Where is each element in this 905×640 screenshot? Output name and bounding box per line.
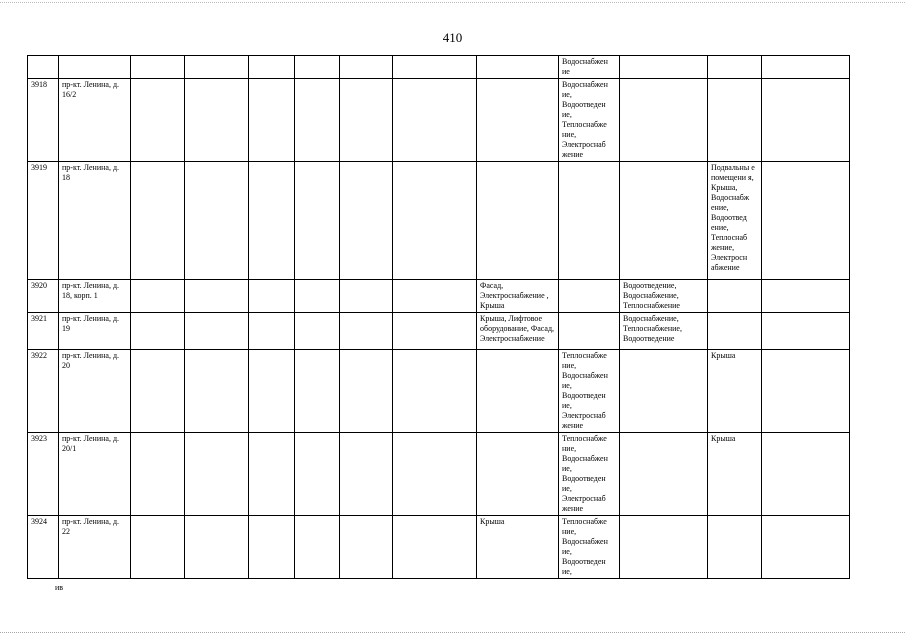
- table-cell: [477, 162, 559, 280]
- table-cell: [249, 313, 295, 350]
- table-cell: [708, 280, 762, 313]
- table-cell: [131, 79, 185, 162]
- table-cell: [185, 79, 249, 162]
- table-cell: [185, 56, 249, 79]
- table-cell: [295, 280, 340, 313]
- table-cell: [249, 350, 295, 433]
- table-cell: [185, 280, 249, 313]
- table-cell: [393, 313, 477, 350]
- table-cell: [249, 433, 295, 516]
- table-cell: [185, 162, 249, 280]
- table-cell: [393, 79, 477, 162]
- table-cell: [559, 280, 620, 313]
- address-cell: пр-кт. Ленина, д. 18, корп. 1: [59, 280, 131, 313]
- table-body: [28, 56, 850, 579]
- table-cell: [393, 56, 477, 79]
- table-row: [28, 56, 850, 79]
- scan-edge-bottom: [0, 632, 905, 633]
- table-cell: [708, 56, 762, 79]
- table-cell: Подвальны е помещени я, Крыша, Водоснабж ение, Водоотвед ение, Теплоснаб жение, Электросн абжение: [708, 162, 762, 280]
- table-row: [28, 280, 850, 313]
- table-cell: [131, 350, 185, 433]
- table-cell: [393, 162, 477, 280]
- table-cell: [708, 313, 762, 350]
- address-cell: пр-кт. Ленина, д. 22: [59, 516, 131, 579]
- table-cell: Водоснабжение, Теплоснабжение, Водоотведение: [620, 313, 708, 350]
- table-cell: [762, 433, 850, 516]
- table-cell: [559, 313, 620, 350]
- table-cell: Крыша: [708, 350, 762, 433]
- table-cell: [185, 516, 249, 579]
- table-cell: [708, 516, 762, 579]
- address-cell: пр-кт. Ленина, д. 16/2: [59, 79, 131, 162]
- table-cell: [762, 280, 850, 313]
- table-cell: [185, 433, 249, 516]
- table-cell: [340, 79, 393, 162]
- table-cell: [762, 516, 850, 579]
- address-cell: пр-кт. Ленина, д. 19: [59, 313, 131, 350]
- page-number: 410: [442, 30, 463, 45]
- table-row: [28, 516, 850, 579]
- register-table: [27, 55, 850, 579]
- table-cell: Крыша: [708, 433, 762, 516]
- table-cell: [340, 350, 393, 433]
- table-cell: [340, 516, 393, 579]
- table-cell: [620, 79, 708, 162]
- table-cell: [295, 433, 340, 516]
- table-cell: [249, 56, 295, 79]
- table-cell: [249, 280, 295, 313]
- table-cell: [477, 350, 559, 433]
- table-cell: [762, 350, 850, 433]
- address-cell: пр-кт. Ленина, д. 20: [59, 350, 131, 433]
- address-cell: пр-кт. Ленина, д. 18: [59, 162, 131, 280]
- row-number-cell: 3919: [28, 162, 59, 280]
- table-cell: Теплоснабже ние, Водоснабжен ие, Водоотведен ие,: [559, 516, 620, 579]
- table-cell: [393, 350, 477, 433]
- table-cell: [295, 350, 340, 433]
- row-number-cell: 3920: [28, 280, 59, 313]
- table-cell: [131, 162, 185, 280]
- table-cell: [477, 56, 559, 79]
- table-cell: [185, 313, 249, 350]
- table-cell: [762, 56, 850, 79]
- row-number-cell: 3924: [28, 516, 59, 579]
- table-cell: [295, 56, 340, 79]
- table-cell: [340, 313, 393, 350]
- table-cell: [762, 79, 850, 162]
- table-row: [28, 313, 850, 350]
- table-cell: Теплоснабже ние, Водоснабжен ие, Водоотведен ие, Электроснаб жение: [559, 433, 620, 516]
- table-cell: [131, 313, 185, 350]
- table-cell: [131, 280, 185, 313]
- table-cell: Теплоснабже ние, Водоснабжен ие, Водоотведен ие, Электроснаб жение: [559, 350, 620, 433]
- table-cell: [340, 162, 393, 280]
- table-cell: [393, 433, 477, 516]
- table-cell: [620, 350, 708, 433]
- table-cell: [620, 516, 708, 579]
- table-cell: Водоснабжен ие, Водоотведен ие, Теплоснабже ние, Электроснаб жение: [559, 79, 620, 162]
- table-cell: Водоотведение, Водоснабжение, Теплоснабжение: [620, 280, 708, 313]
- table-cell: [295, 516, 340, 579]
- table-row: [28, 433, 850, 516]
- row-number-cell: 3918: [28, 79, 59, 162]
- row-number-cell: [28, 56, 59, 79]
- table-cell: [249, 79, 295, 162]
- table-cell: [131, 56, 185, 79]
- table-cell: [131, 516, 185, 579]
- row-number-cell: 3923: [28, 433, 59, 516]
- table-cell: [762, 313, 850, 350]
- table-cell: Крыша, Лифтовое оборудование, Фасад, Электроснабжение: [477, 313, 559, 350]
- address-cell: пр-кт. Ленина, д. 20/1: [59, 433, 131, 516]
- table-cell: [477, 79, 559, 162]
- table-cell: [295, 162, 340, 280]
- scan-edge-top: [0, 2, 905, 3]
- row-number-cell: 3921: [28, 313, 59, 350]
- table-cell: [393, 280, 477, 313]
- table-cell: [393, 516, 477, 579]
- table-row: [28, 350, 850, 433]
- row-number-cell: 3922: [28, 350, 59, 433]
- footer-mark: ив: [55, 583, 64, 592]
- table-row: [28, 79, 850, 162]
- table-cell: [620, 162, 708, 280]
- table-cell: [340, 280, 393, 313]
- table-cell: [295, 313, 340, 350]
- table-cell: [131, 433, 185, 516]
- table-cell: [249, 516, 295, 579]
- table-cell: [620, 56, 708, 79]
- table-cell: [185, 350, 249, 433]
- table-cell: Крыша: [477, 516, 559, 579]
- table-row: [28, 162, 850, 280]
- table-cell: [249, 162, 295, 280]
- table-cell: [340, 56, 393, 79]
- table-cell: [559, 162, 620, 280]
- table-cell: [295, 79, 340, 162]
- table-cell: Водоснабжен ие: [559, 56, 620, 79]
- table-cell: Фасад, Электроснабжение , Крыша: [477, 280, 559, 313]
- table-cell: [477, 433, 559, 516]
- address-cell: [59, 56, 131, 79]
- table-cell: [708, 79, 762, 162]
- table-cell: [762, 162, 850, 280]
- table-cell: [340, 433, 393, 516]
- table-cell: [620, 433, 708, 516]
